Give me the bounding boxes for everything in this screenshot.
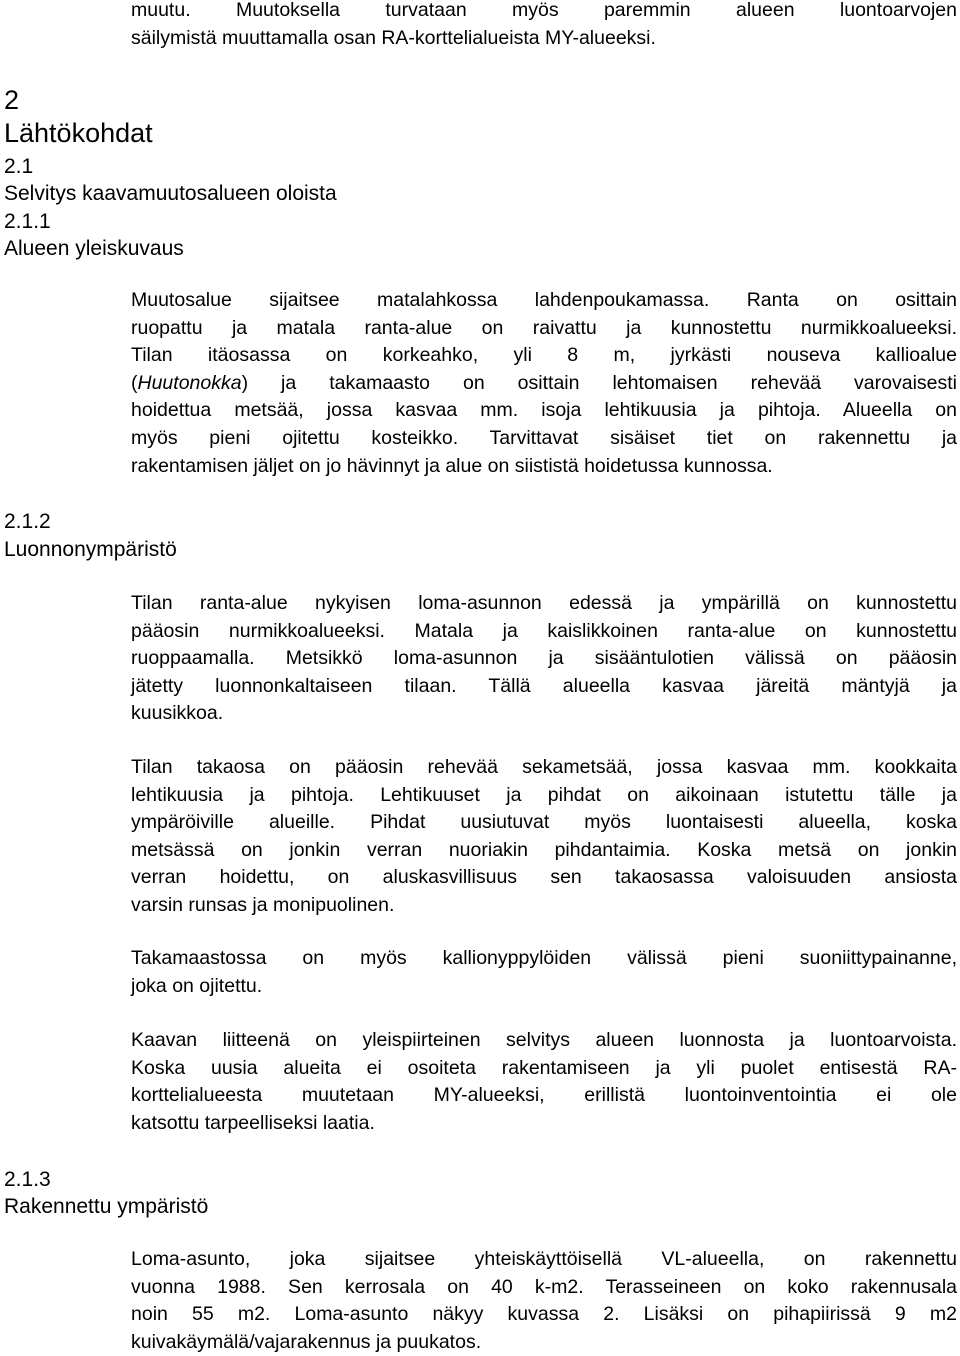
text-line: Koska uusia alueita ei osoiteta rakentamiseen ja yli puolet entisestä RA- bbox=[131, 1056, 957, 1079]
text-line: ruoppaamalla. Metsikkö loma-asunnon ja sisääntulotien välissä on pääosin bbox=[131, 647, 957, 670]
text-line bbox=[131, 370, 957, 398]
text-line: Muutosalue sijaitsee matalahkossa lahdenpoukamassa. Ranta on osittain bbox=[131, 289, 957, 311]
text-line: hoidettua metsää, jossa kasvaa mm. isoja lehtikuusia ja pihtoja. Alueella on bbox=[131, 399, 957, 422]
text-line: Tilan takaosa on pääosin rehevää sekametsää, jossa kasvaa mm. kookkaita bbox=[131, 756, 957, 778]
text-line: kuusikkoa. bbox=[131, 702, 224, 725]
paragraph-suoniitty bbox=[131, 945, 957, 1000]
text-line: lehtikuusia ja pihtoja. Lehtikuuset ja pihdat on aikoinaan istutettu tälle ja bbox=[131, 783, 957, 806]
section-number: 2.1 bbox=[4, 155, 34, 178]
text-line: katsottu tarpeelliseksi laatia. bbox=[131, 1111, 375, 1134]
section-title: Rakennettu ympäristö bbox=[4, 1195, 209, 1218]
section-number: 2 bbox=[4, 85, 20, 115]
text-line: rakentamisen jäljet on jo hävinnyt ja alue on siististä hoidetussa kunnossa. bbox=[131, 454, 773, 477]
paragraph-liite bbox=[131, 1027, 957, 1137]
text-line: ympäröiville alueille. Pihdat uusiutuvat myös luontaisesti alueella, koska bbox=[131, 811, 957, 834]
text-line: Tilan itäosassa on korkeahko, yli 8 m, jyrkästi nouseva kallioalue bbox=[131, 344, 957, 367]
section-number: 2.1.1 bbox=[4, 210, 51, 233]
text-line: varsin runsas ja monipuolinen. bbox=[131, 893, 395, 916]
text-line: Takamaastossa on myös kallionyppylöiden välissä pieni suoniittypainanne, bbox=[131, 947, 957, 969]
text-fragment: ) ja takamaasto on osittain lehtomaisen rehevää varovaisesti bbox=[241, 371, 957, 394]
section-title: Alueen yleiskuvaus bbox=[4, 237, 184, 260]
text-line: muutu. Muutoksella turvataan myös paremmin alueen luontoarvojen bbox=[131, 0, 957, 21]
text-line: metsässä on jonkin verran nuoriakin pihdantaimia. Koska metsä on jonkin bbox=[131, 838, 957, 861]
text-line: myös pieni ojitettu kosteikko. Tarvittavat sisäiset tiet on rakennettu ja bbox=[131, 426, 957, 449]
place-name: Huutonokka bbox=[137, 371, 242, 394]
text-line: Loma-asunto, joka sijaitsee yhteiskäyttöisellä VL-alueella, on rakennettu bbox=[131, 1248, 957, 1270]
paragraph-rakennettu bbox=[131, 1246, 957, 1356]
section-number: 2.1.2 bbox=[4, 510, 51, 533]
paragraph-yleiskuvaus bbox=[131, 287, 957, 480]
text-line: Tilan ranta-alue nykyisen loma-asunnon edessä ja ympärillä on kunnostettu bbox=[131, 592, 957, 614]
text-line: noin 55 m2. Loma-asunto näkyy kuvassa 2. Lisäksi on pihapiirissä 9 m2 bbox=[131, 1303, 957, 1326]
text-line: verran hoidettu, on aluskasvillisuus sen takaosassa valoisuuden ansiosta bbox=[131, 866, 957, 889]
section-title: Selvitys kaavamuutosalueen oloista bbox=[4, 182, 337, 205]
text-line: ruopattu ja matala ranta-alue on raivattu ja kunnostettu nurmikkoalueeksi. bbox=[131, 316, 957, 339]
text-line: vuonna 1988. Sen kerrosala on 40 k-m2. Terasseineen on koko rakennusala bbox=[131, 1275, 957, 1298]
text-line: kuivakäymälä/vajarakennus ja puukatos. bbox=[131, 1330, 482, 1353]
intro-paragraph bbox=[131, 0, 957, 52]
text-line: pääosin nurmikkoalueeksi. Matala ja kaislikkoinen ranta-alue on kunnostettu bbox=[131, 619, 957, 642]
paragraph-ranta-alue bbox=[131, 590, 957, 728]
section-number: 2.1.3 bbox=[4, 1168, 51, 1191]
text-line: säilymistä muuttamalla osan RA-korttelialueista MY-alueeksi. bbox=[131, 26, 656, 49]
section-title: Luonnonympäristö bbox=[4, 538, 177, 561]
text-line: korttelialueesta muutetaan MY-alueeksi, erillistä luontoinventointia ei ole bbox=[131, 1084, 957, 1107]
text-line: joka on ojitettu. bbox=[131, 974, 263, 997]
text-line: Kaavan liitteenä on yleispiirteinen selvitys alueen luonnosta ja luontoarvoista. bbox=[131, 1029, 957, 1051]
paragraph-takaosa bbox=[131, 754, 957, 920]
text-line: jätetty luonnonkaltaiseen tilaan. Tällä alueella kasvaa järeitä mäntyjä ja bbox=[131, 674, 957, 697]
section-title: Lähtökohdat bbox=[4, 118, 153, 148]
text-fragment: ( bbox=[131, 371, 138, 394]
